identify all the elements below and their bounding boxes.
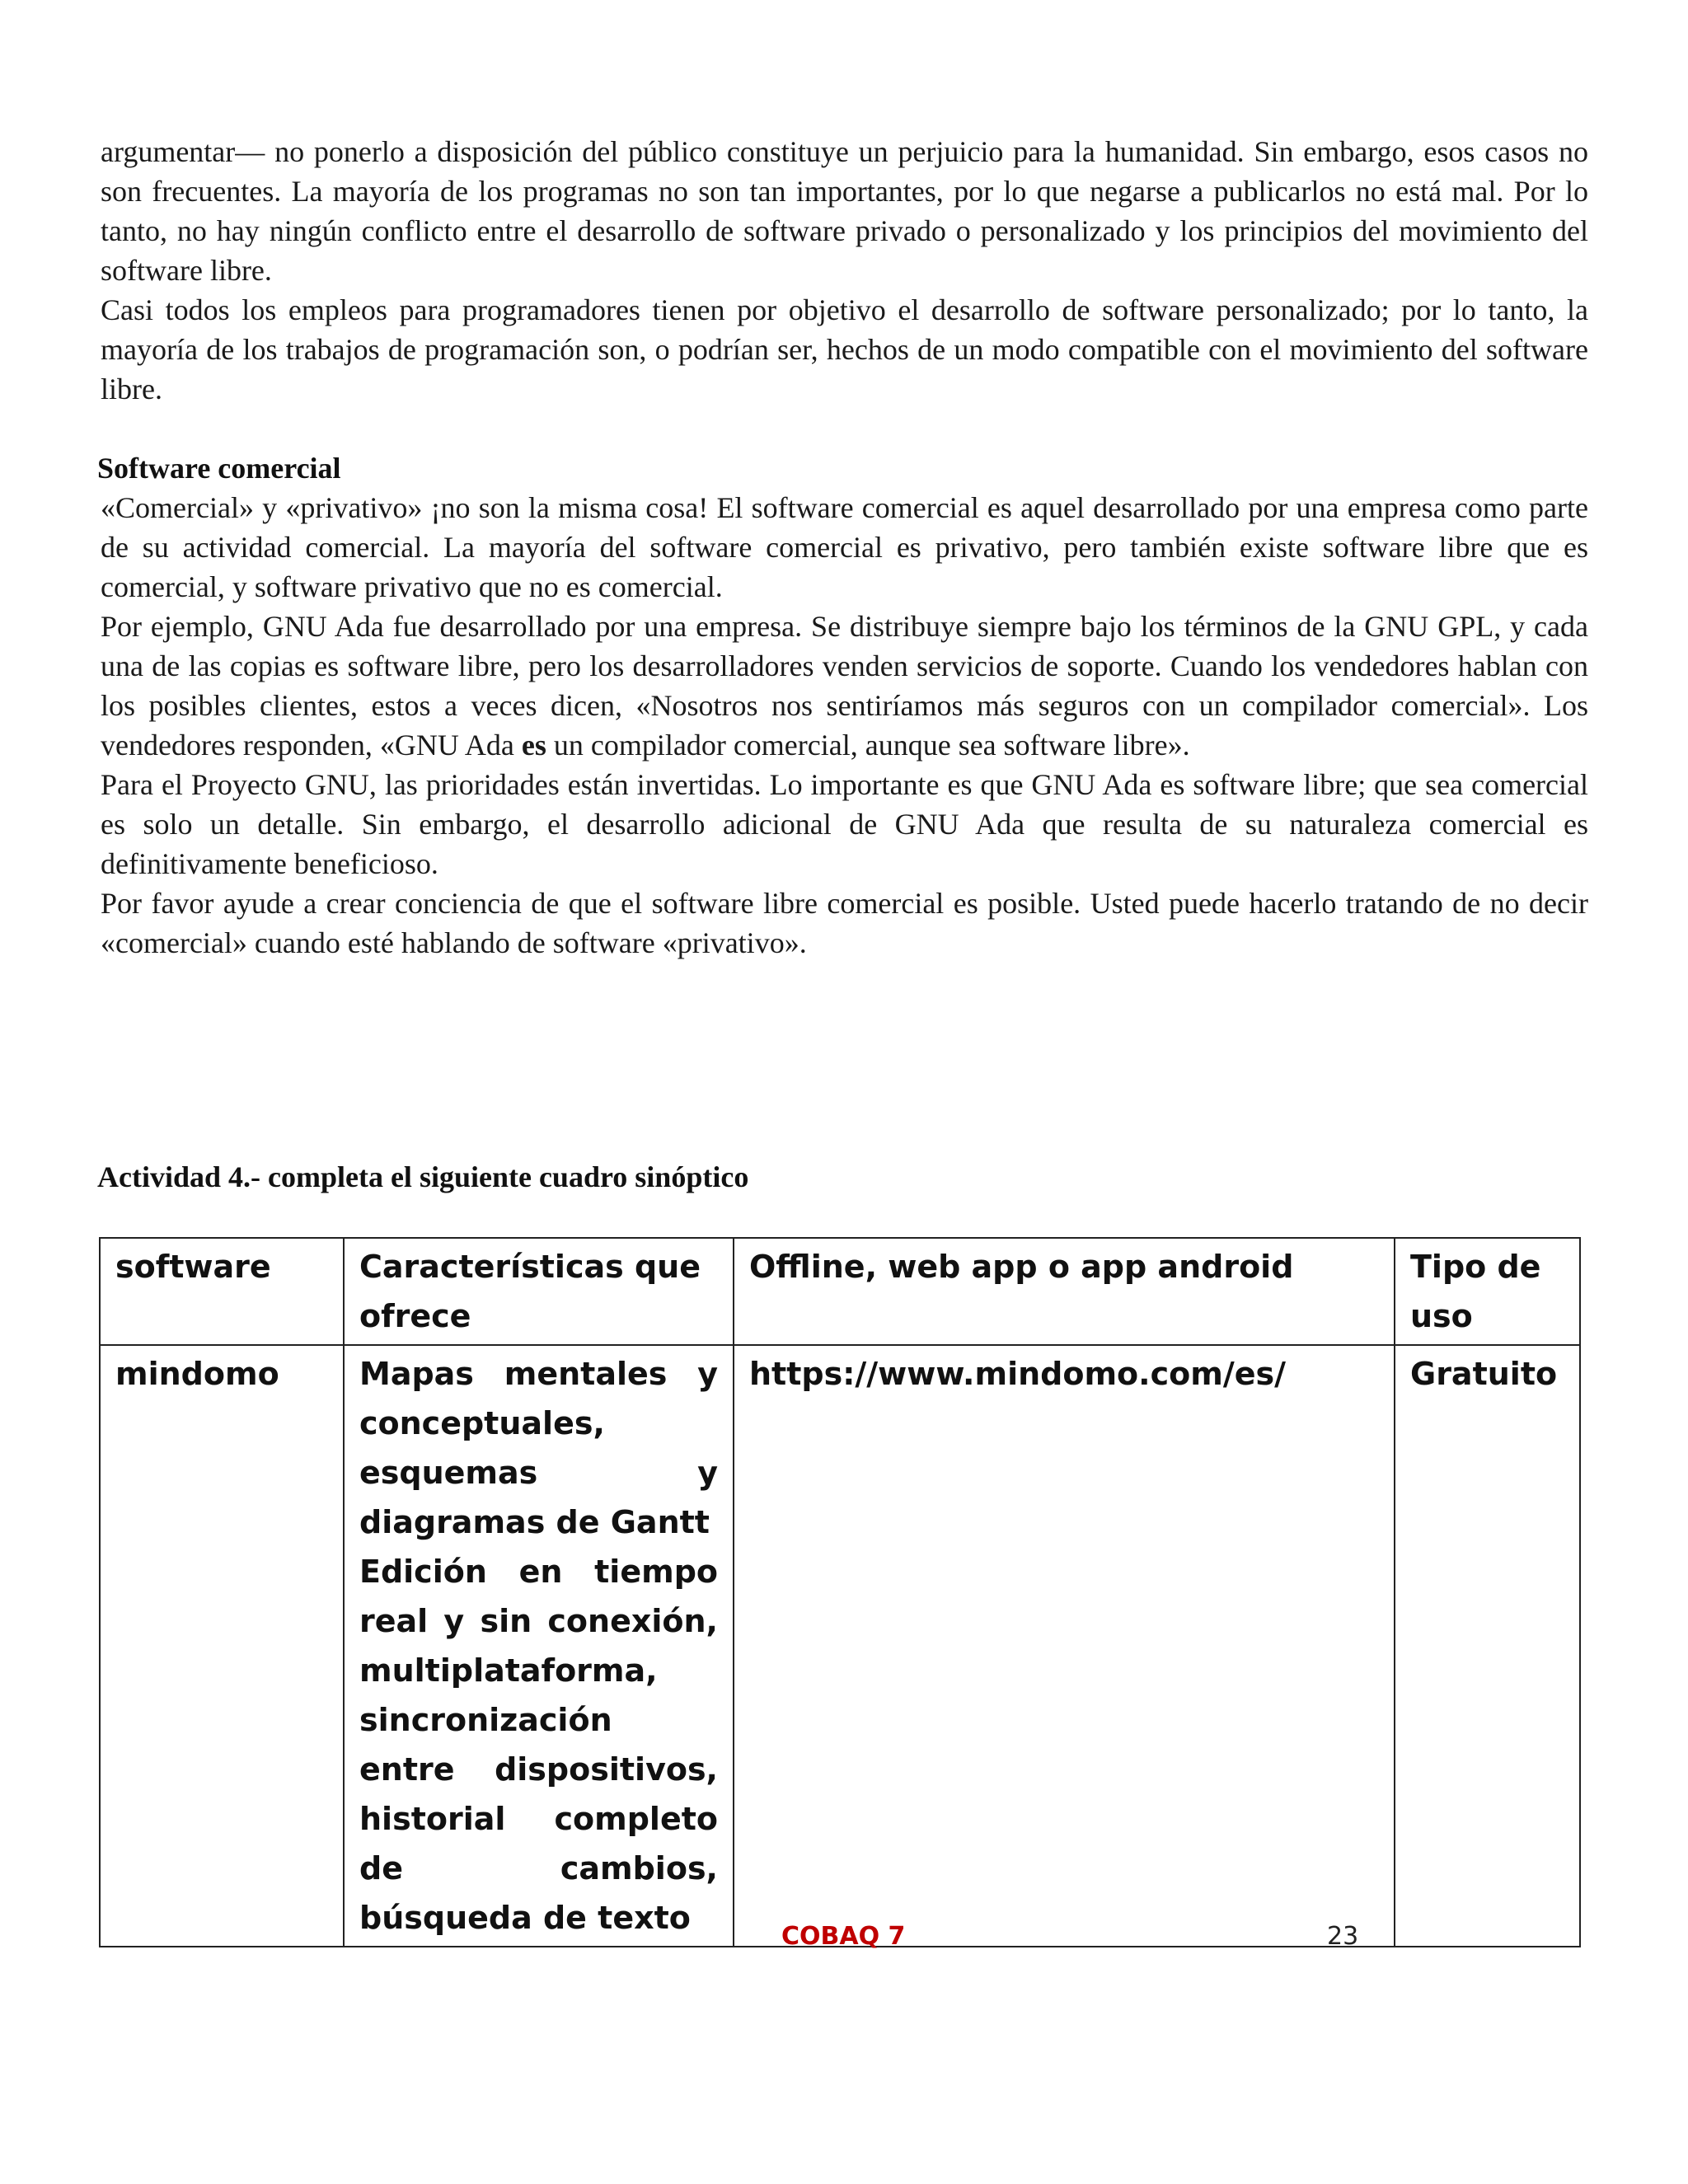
header-software: software bbox=[100, 1238, 344, 1345]
intro-paragraph-2: Casi todos los empleos para programadores tienen por objetivo el desarrollo de software personalizado; por lo tanto, la mayoría de los trabajos de programación son, o podrían ser, hechos de un modo compatible con el movimiento del software libre. bbox=[101, 293, 1588, 405]
features-line-1: Mapas mentales y conceptuales, esquemas y diagramas de Gantt bbox=[359, 1356, 718, 1540]
cell-platform: https://www.mindomo.com/es/ bbox=[734, 1345, 1395, 1947]
footer-school: COBAQ 7 bbox=[781, 1922, 906, 1951]
synoptic-table bbox=[99, 1237, 1581, 1947]
cell-features bbox=[344, 1345, 734, 1947]
table-header-row bbox=[100, 1238, 1580, 1345]
emphasis-es: es bbox=[521, 729, 546, 762]
table-row bbox=[100, 1345, 1580, 1947]
features-line-2: Edición en tiempo real y sin conexión, multiplataforma, sincronización entre dispositivos, historial completo de cambios, búsqueda de texto bbox=[359, 1554, 718, 1936]
footer-page-number: 23 bbox=[1327, 1922, 1359, 1951]
section-heading: Software comercial bbox=[97, 452, 341, 485]
section-paragraph-1: «Comercial» y «privativo» ¡no son la misma cosa! El software comercial es aquel desarrollado por una empresa como parte de su actividad comercial. La mayoría del software comercial es privativo, pero también existe software libre que es comercial, y software privativo que no es comercial. bbox=[101, 491, 1588, 603]
section-paragraph-2 bbox=[101, 607, 1588, 765]
header-features: Características que ofrece bbox=[344, 1238, 734, 1345]
header-usage: Tipo de uso bbox=[1395, 1238, 1580, 1345]
cell-usage: Gratuito bbox=[1395, 1345, 1580, 1947]
activity-title: Actividad 4.- completa el siguiente cuadro sinóptico bbox=[97, 1160, 749, 1193]
cell-software: mindomo bbox=[100, 1345, 344, 1947]
section-paragraph-4: Por favor ayude a crear conciencia de que el software libre comercial es posible. Usted puede hacerlo tratando de no decir «comercial» cuando esté hablando de software «privativo». bbox=[101, 887, 1588, 959]
header-platform: Offline, web app o app android bbox=[734, 1238, 1395, 1345]
paragraph-2-start: Por ejemplo, GNU Ada fue desarrollado por una empresa. Se distribuye siempre bajo los términos de la GNU GPL, y cada una de las copias es software libre, pero los desarrolladores venden servicios de soporte. Cuando los vendedores hablan con los posibles clientes, estos a veces dicen, «Nosotros nos sentiríamos más seguros con un compilador comercial». Los vendedores responden, «GNU Ada bbox=[101, 610, 1588, 762]
intro-paragraph-1: argumentar— no ponerlo a disposición del público constituye un perjuicio para la humanidad. Sin embargo, esos casos no son frecuentes. La mayoría de los programas no son tan importantes, por lo que negarse a publicarlos no está mal. Por lo tanto, no hay ningún conflicto entre el desarrollo de software privado o personalizado y los principios del movimiento del software libre. bbox=[101, 135, 1588, 287]
intro-text bbox=[101, 132, 1588, 409]
section-text bbox=[101, 488, 1588, 963]
paragraph-2-end: un compilador comercial, aunque sea software libre». bbox=[546, 729, 1190, 762]
section-paragraph-3: Para el Proyecto GNU, las prioridades están invertidas. Lo importante es que GNU Ada es software libre; que sea comercial es solo un detalle. Sin embargo, el desarrollo adicional de GNU Ada que resulta de su naturaleza comercial es definitivamente beneficioso. bbox=[101, 768, 1588, 880]
